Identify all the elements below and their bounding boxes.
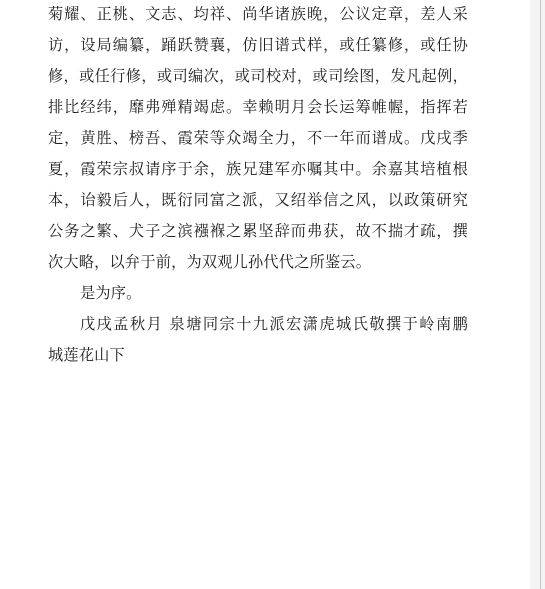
closing-line: 是为序。: [80, 284, 142, 302]
text-line: 访，设局编纂，踊跃赞襄，仿旧谱式样，或任纂修，或任协: [48, 36, 468, 54]
signature-line: 城莲花山下: [48, 346, 125, 364]
text-line: 公务之繁、犬子之滨襁褓之累坚辞而弗获，故不揣才疏，撰: [48, 222, 468, 240]
page-border: [540, 0, 541, 589]
text-line: 夏，霞荣宗叔请序于余，族兄建军亦嘱其中。余嘉其培植根: [48, 160, 468, 178]
text-line: 定，黄胜、榜吾、霞荣等众竭全力，不一年而谱成。戊戌季: [48, 129, 468, 147]
text-line: 排比经纬，靡弗殚精竭虑。幸赖明月会长运筹帷幄，指挥若: [48, 98, 468, 116]
page-edge: [530, 0, 545, 589]
text-line: 菊耀、正桃、文志、均祥、尚华诸族晚，公议定章，差人采: [48, 5, 468, 23]
signature-line: 戊戌孟秋月 泉塘同宗十九派宏潇虎城氏敬撰于岭南鹏: [80, 315, 468, 333]
preface-text: [48, 0, 468, 371]
text-line: 本，诒毅后人，既衍同富之派，又绍举信之风，以政策研究: [48, 191, 468, 209]
text-line: 次大略，以弁于前，为双观儿孙代代之所鉴云。: [48, 253, 372, 271]
text-line: 修，或任行修，或司编次，或司校对，或司绘图，发凡起例，: [48, 67, 468, 85]
